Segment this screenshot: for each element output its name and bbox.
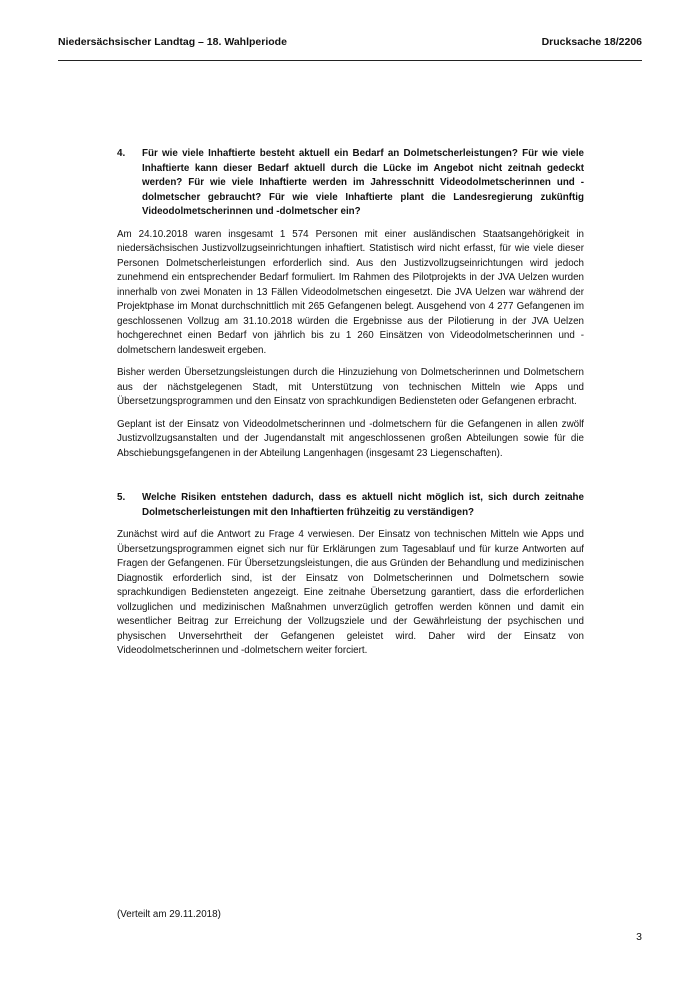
header-rule: [58, 60, 642, 61]
question-5: [117, 491, 584, 520]
question-4: [117, 147, 584, 220]
document-body: [117, 147, 584, 659]
section-question-5: [117, 491, 584, 659]
section-question-4: [117, 147, 584, 461]
question-number: 5.: [117, 492, 126, 503]
header-parliament: Niedersächsischer Landtag – 18. Wahlperiode: [58, 36, 287, 48]
header-document-number: Drucksache 18/2206: [541, 36, 642, 48]
question-text: Für wie viele Inhaftierte besteht aktuell ein Bedarf an Dolmetscherleistungen? Für wie viele Inhaftierte kann dieser Bedarf aktuell durch die Lücke im Angebot nicht zeitnah gedeckt werden? Für wie viele Inhaftierte werden im Jahresschnitt Videodolmetscherinnen und -dolmetscher gebraucht? Für wie viele Inhaftierte plant die Landesregierung zukünftig Videodolmetscherinnen und -dolmetscher ein?: [142, 148, 584, 217]
question-text: Welche Risiken entstehen dadurch, dass es aktuell nicht möglich ist, sich durch zeitnahe Dolmetscherleistungen mit den Inhaftierten frühzeitig zu verständigen?: [142, 492, 584, 518]
page-number: 3: [636, 931, 642, 943]
answer-paragraph: Bisher werden Übersetzungsleistungen durch die Hinzuziehung von Dolmetscherinnen und Dolmetschern aus der nächstgelegenen Stadt, mit Unterstützung von technischen Mitteln wie Apps und Übersetzungsprogrammen und den Einsatz von sprachkundigen Bediensteten oder Gefangenen erbracht.: [117, 367, 584, 407]
page-header: [58, 36, 642, 48]
answer-paragraph: Zunächst wird auf die Antwort zu Frage 4 verwiesen. Der Einsatz von technischen Mitteln wie Apps und Übersetzungsprogrammen eignet sich nur für Erklärungen zum Tagesablauf und für kurze Antworten auf Fragen der Gefangenen. Für Übersetzungsleistungen, die aus Gründen der Behandlung und medizinischen Diagnostik erforderlich sind, ist der Einsatz von Dolmetscherinnen und Dolmetschern sowie sprachkundigen Bediensteten angezeigt. Eine zeitnahe Übersetzung garantiert, dass die erforderlichen vollzuglichen und medizinischen Maßnahmen unverzüglich getroffen werden können und damit ein wesentlicher Beitrag zur Erreichung der Vollzugsziele und der Gewährleistung der psychischen und physischen Unversehrtheit der Gefangenen geleistet wird. Daher wird der Einsatz von Videodolmetscherinnen und -dolmetschern weiter forciert.: [117, 529, 584, 656]
question-number: 4.: [117, 148, 126, 159]
answer-paragraph: Geplant ist der Einsatz von Videodolmetscherinnen und -dolmetschern für die Gefangenen in allen zwölf Justizvollzugsanstalten und der Jugendanstalt mit angeschlossenen großen Abteilungen sowie für die Abschiebungsgefangenen in der Abteilung Langenhagen (insgesamt 23 Liegenschaften).: [117, 418, 584, 459]
answer-paragraph: Am 24.10.2018 waren insgesamt 1 574 Personen mit einer ausländischen Staatsangehörigkeit in niedersächsischen Justizvollzugseinrichtungen inhaftiert. Statistisch wird nicht erfasst, für wie viele dieser Personen Dolmetscherleistungen erforderlich sind. Aus den Justizvollzugseinrichtungen wird jedoch zunehmend ein entsprechender Bedarf formuliert. Im Rahmen des Pilotprojekts in der JVA Uelzen wurden innerhalb von zwei Monaten in 13 Fällen Videodolmetschen eingesetzt. Die JVA Uelzen war während der Projektphase im Monat durchschnittlich mit 265 Gefangenen belegt. Ausgehend von 4 277 Gefangenen im geschlossenen Vollzug am 31.10.2018 würden die Ergebnisse aus der Pilotierung in der JVA Uelzen hochgerechnet einen Bedarf von jährlich bis zu 1 260 Einsätzen von Videodolmetscherinnen und -dolmetschern landesweit ergeben.: [117, 228, 584, 356]
distribution-date: (Verteilt am 29.11.2018): [117, 909, 221, 920]
section-spacer: [117, 461, 584, 491]
